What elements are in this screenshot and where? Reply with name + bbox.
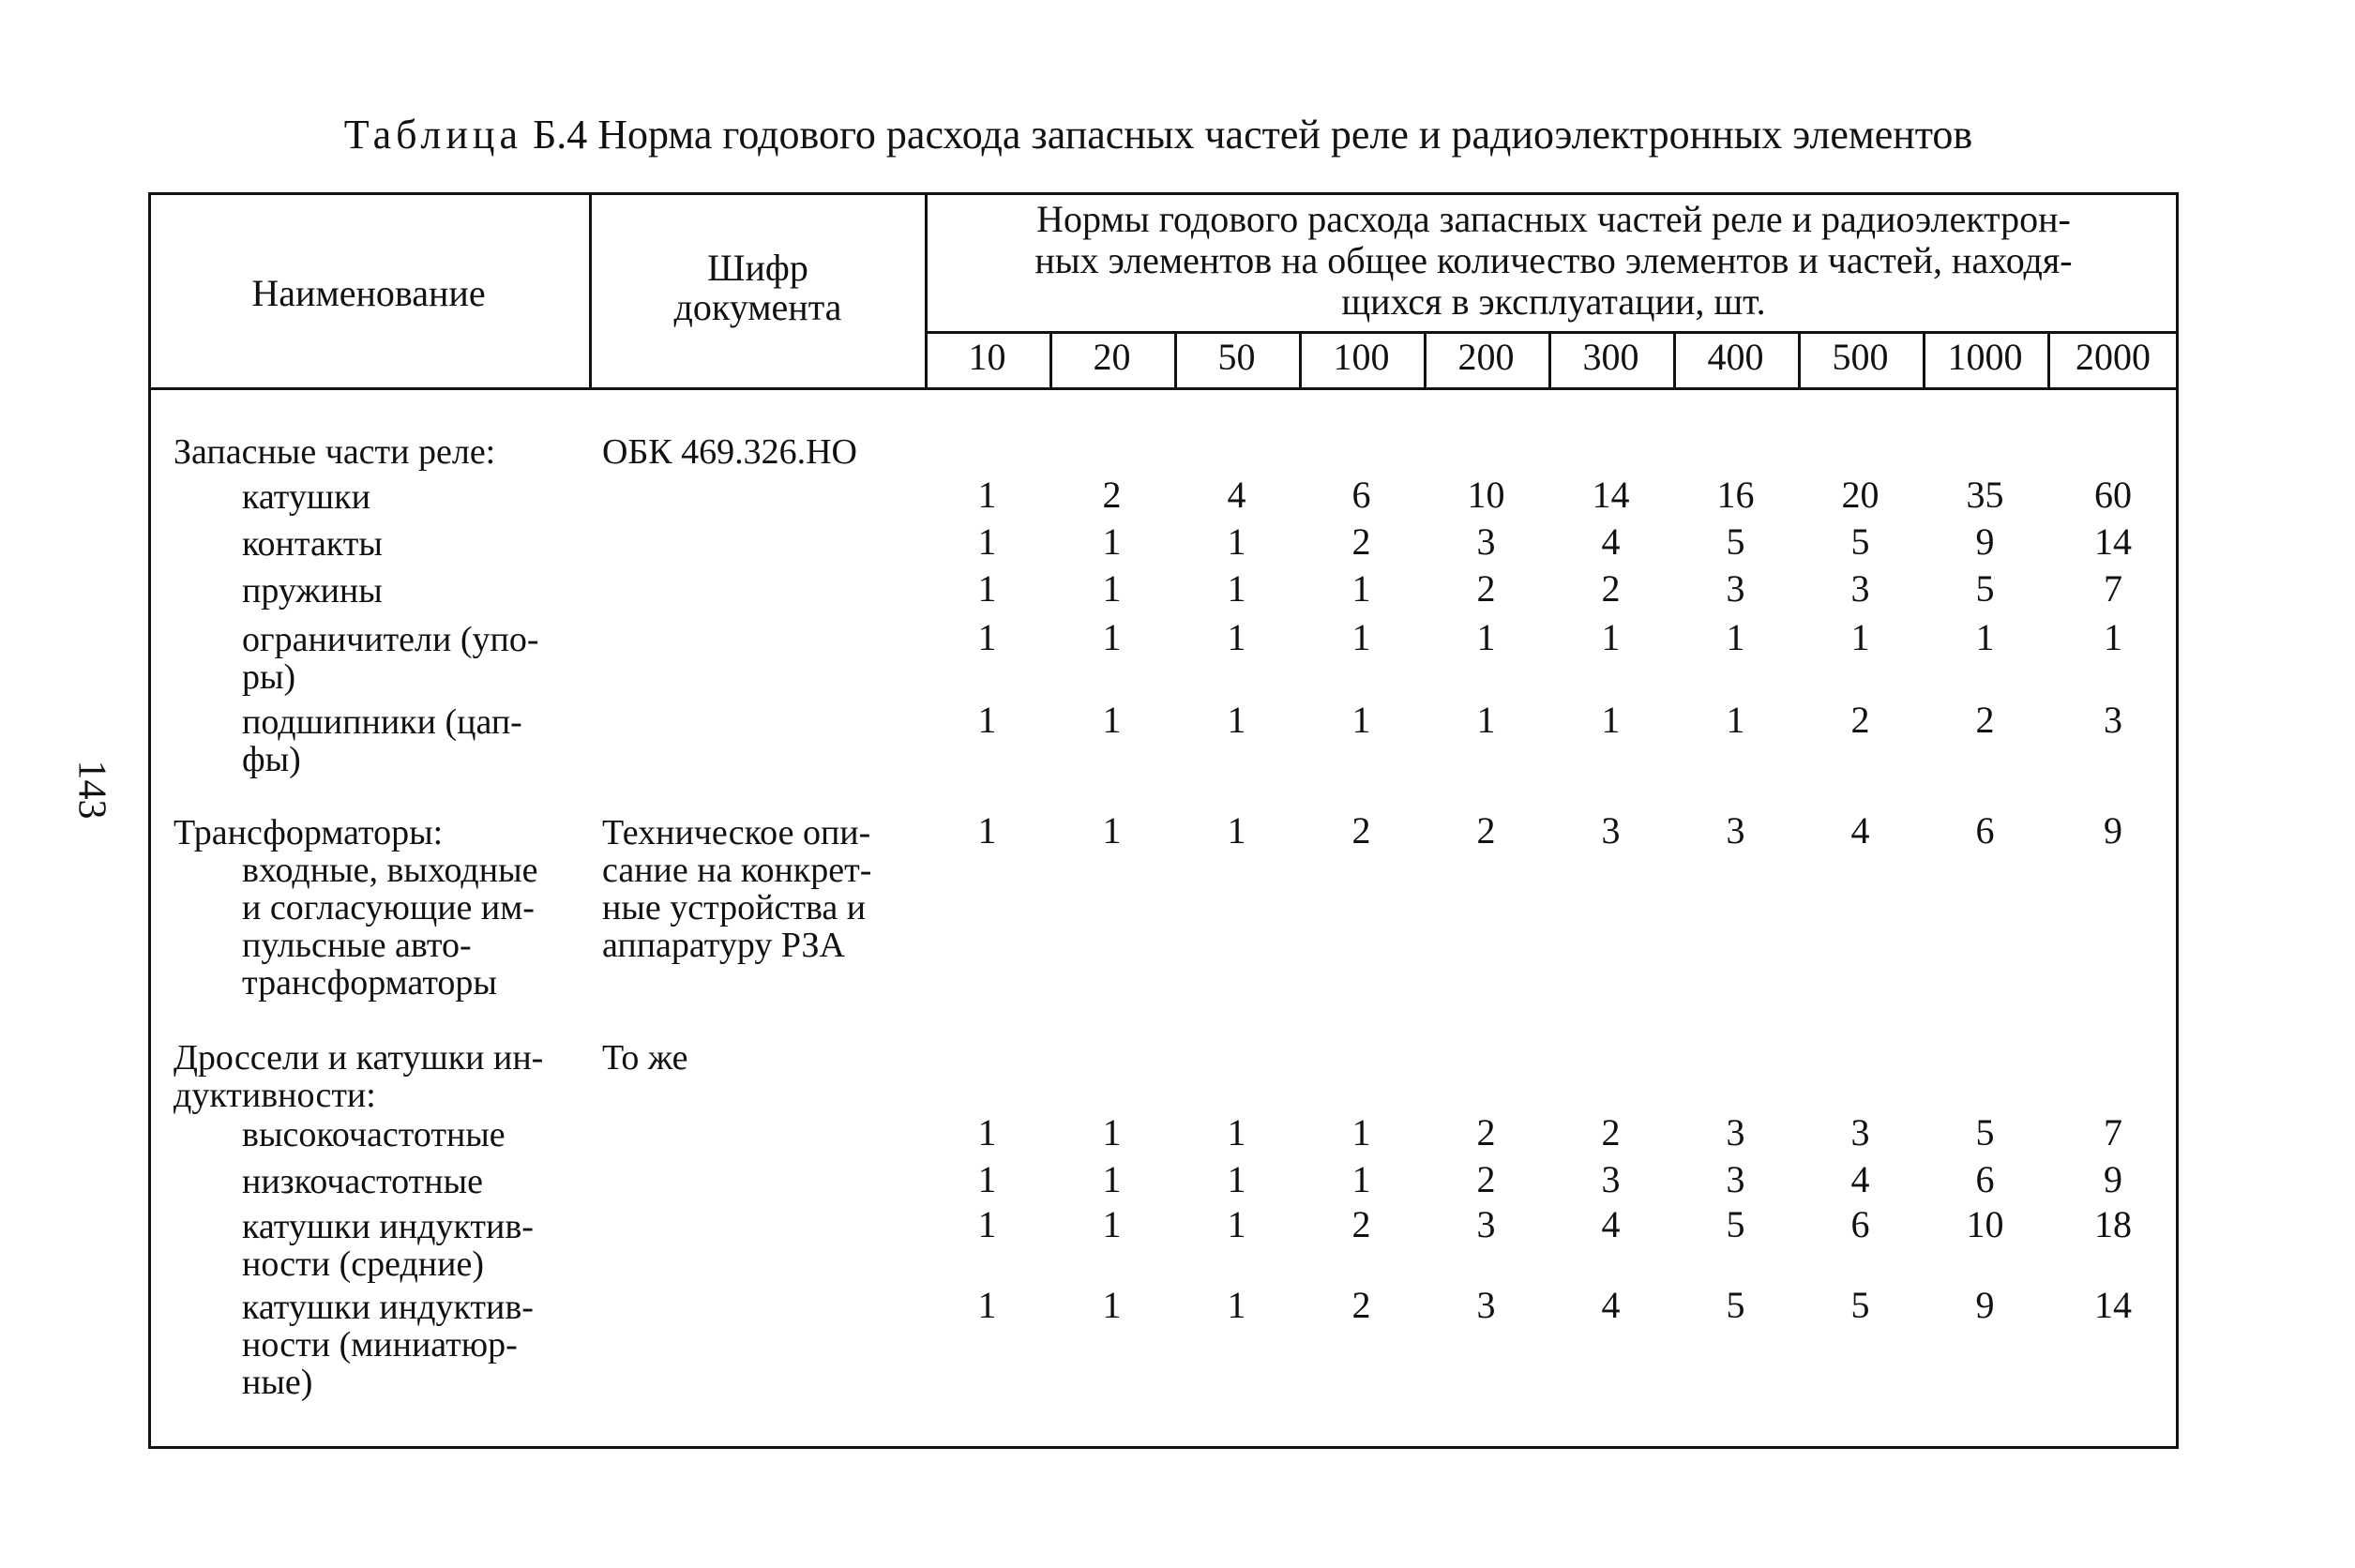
document-code [602,1039,687,1077]
header-name: Наименование [251,272,486,314]
norm-value: 1 [1227,1158,1246,1200]
norm-value: 7 [2104,1111,2122,1153]
norm-value: 5 [1850,520,1870,563]
norm-value: 1 [1227,1111,1246,1153]
norm-value: 1 [1102,1203,1122,1245]
row-label-line: контакты [242,524,383,564]
norm-value: 1 [1102,1158,1122,1200]
norm-value: 1 [1227,1284,1246,1326]
norm-value: 10 [1467,474,1505,516]
norm-value: 35 [1966,474,2004,516]
norm-value: 1 [1227,699,1246,741]
norm-value: 6 [1351,474,1371,516]
norm-value: 1 [1601,699,1621,741]
norm-value: 5 [1975,1111,1995,1153]
document-code-line: ОБК 469.326.НО [602,432,857,472]
page-number: 143 [69,760,113,820]
norm-value: 2 [1601,1111,1621,1153]
norm-value: 5 [1726,1284,1745,1326]
row-label [242,1289,534,1401]
norm-value: 9 [2104,809,2122,852]
norm-value: 1 [977,1203,997,1245]
norm-value: 18 [2094,1203,2132,1245]
row-label [242,703,522,778]
norm-value: 14 [1592,474,1630,516]
norm-value: 3 [1726,809,1745,852]
row-label-line: Трансформаторы: [174,813,444,852]
norm-value: 4 [1601,1203,1621,1245]
norm-value: 4 [1601,520,1621,563]
row-label-line: ности (миниатюр- [242,1325,518,1364]
quantity-header: 100 [1333,336,1390,378]
row-label-line: ограничители (упо- [242,620,539,659]
quantity-header: 300 [1582,336,1639,378]
norm-value: 1 [1227,616,1246,658]
norm-value: 1 [1351,1158,1371,1200]
norm-value: 1 [977,809,997,852]
caption-prefix: Таблица [343,112,522,158]
norm-value: 1 [1351,1111,1371,1153]
norm-value: 1 [1102,1284,1122,1326]
document-code [602,433,857,471]
norm-value: 1 [1726,699,1745,741]
norm-value: 1 [1102,567,1122,610]
norm-value: 1 [977,616,997,658]
norm-value: 1 [1476,616,1496,658]
caption-text: Б.4 Норма годового расхода запасных частей реле и радиоэлектронных элементов [532,112,1973,158]
row-label-line: пружины [242,571,383,611]
header-norms-line2: ных элементов на общее количество элементов и частей, находя- [1034,239,2073,281]
norm-value: 2 [1351,1203,1371,1245]
norm-value: 1 [1102,520,1122,563]
norm-value: 1 [977,699,997,741]
norm-value: 2 [1476,809,1496,852]
norm-value: 3 [1476,1203,1496,1245]
row-label [242,1163,483,1200]
norm-value: 1 [1975,616,1995,658]
quantity-header: 2000 [2076,336,2151,378]
quantity-header: 1000 [1947,336,2023,378]
norm-value: 3 [1726,1111,1745,1153]
norm-value: 2 [1476,1111,1496,1153]
row-label-line: низкочастотные [242,1162,484,1201]
row-label-line: фы) [242,740,301,779]
norm-value: 1 [1227,1203,1246,1245]
norm-value: 3 [1726,1158,1745,1200]
norm-value: 4 [1850,1158,1870,1200]
row-label [242,478,370,516]
norm-value: 14 [2094,1284,2132,1326]
norm-value: 7 [2104,567,2122,610]
norm-value: 3 [1476,1284,1496,1326]
norm-value: 4 [1227,474,1246,516]
quantity-header: 200 [1457,336,1515,378]
header-norms-line3: щихся в эксплуатации, шт. [1341,280,1766,323]
norm-value: 6 [1850,1203,1870,1245]
document-code-line: То же [602,1038,688,1078]
document-code [602,814,871,964]
row-label-line: ры) [242,657,296,697]
row-label-line: высокочастотные [242,1115,506,1154]
quantity-header: 10 [968,336,1006,378]
row-label-line: ные) [242,1363,313,1402]
norm-value: 1 [1726,616,1745,658]
row-label [242,1116,506,1153]
row-label [242,1208,534,1283]
norm-value: 3 [1476,520,1496,563]
norm-value: 2 [1850,699,1870,741]
norm-value: 1 [1351,567,1371,610]
norm-value: 2 [1601,567,1621,610]
norm-value: 2 [1476,1158,1496,1200]
norm-value: 2 [1476,567,1496,610]
norm-value: 2 [1351,809,1371,852]
norm-value: 5 [1975,567,1995,610]
row-label-line: катушки [242,477,370,517]
norm-value: 4 [1601,1284,1621,1326]
norm-value: 2 [1975,699,1995,741]
header-subdivider [925,331,2179,334]
norm-value: 10 [1966,1203,2004,1245]
quantity-header: 20 [1093,336,1131,378]
norm-value: 1 [1102,809,1122,852]
norm-value: 3 [1850,1111,1870,1153]
norm-value: 3 [1601,1158,1621,1200]
norm-value: 9 [1975,1284,1995,1326]
row-label-line: ности (средние) [242,1244,485,1284]
norm-value: 2 [1351,1284,1371,1326]
row-label-line: трансформаторы [242,963,497,1003]
norm-value: 1 [977,520,997,563]
norm-value: 1 [977,1284,997,1326]
header-norms [928,199,2179,323]
quantity-header: 400 [1707,336,1764,378]
norm-value: 3 [1726,567,1745,610]
norm-value: 3 [1850,567,1870,610]
norm-value: 1 [1102,699,1122,741]
norm-value: 16 [1716,474,1755,516]
header-code [591,249,925,327]
norm-value: 1 [977,474,997,516]
table-caption [0,111,2317,158]
row-label-line: дуктивности: [174,1076,376,1115]
row-label-line: Запасные части реле: [174,432,496,472]
norm-value: 1 [977,1158,997,1200]
norm-value: 4 [1850,809,1870,852]
norm-value: 9 [2104,1158,2122,1200]
norm-value: 6 [1975,1158,1995,1200]
norm-value: 9 [1975,520,1995,563]
norm-value: 1 [1850,616,1870,658]
norm-value: 1 [1102,616,1122,658]
norm-value: 5 [1726,520,1745,563]
header-norms-line1: Нормы годового расхода запасных частей реле и радиоэлектрон- [1036,198,2071,240]
quantity-header: 500 [1832,336,1889,378]
norm-value: 1 [1351,699,1371,741]
norm-value: 1 [977,1111,997,1153]
norm-value: 5 [1850,1284,1870,1326]
row-label [242,621,539,696]
norm-value: 1 [2104,616,2122,658]
norm-value: 1 [1227,809,1246,852]
norm-value: 6 [1975,809,1995,852]
norm-value: 3 [2104,699,2122,741]
row-label-line: подшипники (цап- [242,702,522,742]
row-label [242,572,383,610]
norm-value: 1 [977,567,997,610]
row-label-line: катушки индуктив- [242,1207,534,1246]
norm-value: 1 [1227,567,1246,610]
row-label-line: входные, выходные [242,851,538,890]
row-label [242,525,383,563]
norm-value: 1 [1102,1111,1122,1153]
norm-value: 1 [1601,616,1621,658]
row-label-line: катушки индуктив- [242,1288,534,1327]
norm-value: 1 [1351,616,1371,658]
row-label-line: и согласующие им- [242,888,535,927]
document-code-line: Техническое опи- [602,813,871,852]
norm-value: 60 [2094,474,2132,516]
norm-value: 2 [1351,520,1371,563]
norm-value: 20 [1841,474,1879,516]
norm-value: 3 [1601,809,1621,852]
norm-value: 1 [1476,699,1496,741]
norm-value: 5 [1726,1203,1745,1245]
header-bottom-rule [148,387,2179,390]
norm-value: 1 [1227,520,1246,563]
document-code-line: аппаратуру РЗА [602,926,845,965]
norm-value: 2 [1102,474,1122,516]
quantity-header: 50 [1217,336,1256,378]
norm-value: 14 [2094,520,2132,563]
row-label-line: пульсные авто- [242,926,472,965]
row-label [174,814,537,1002]
row-label [174,433,495,471]
row-label [174,1039,543,1114]
header-code-line2: документа [673,286,842,328]
row-label-line: Дроссели и катушки ин- [174,1038,544,1078]
document-code-line: сание на конкрет- [602,851,872,890]
document-code-line: ные устройства и [602,888,867,927]
header-code-line1: Шифр [707,247,808,289]
